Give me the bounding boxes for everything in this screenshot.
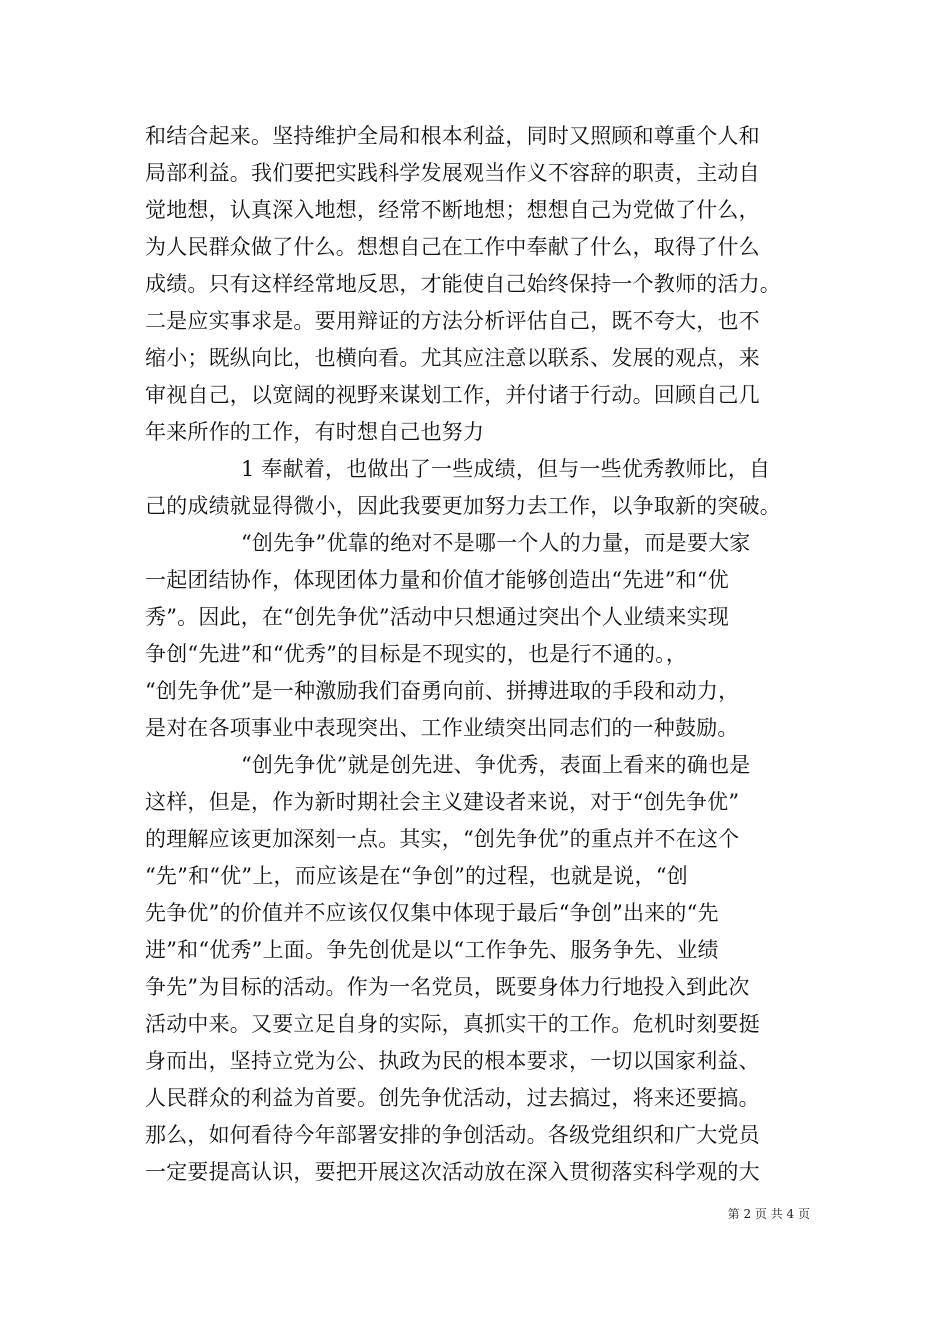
text-line: 为人民群众做了什么。想想自己在工作中奉献了什么，取得了什么 xyxy=(145,235,760,259)
text-line: 年来所作的工作，有时想自己也努力 xyxy=(145,420,485,444)
text-line: “创先争”优靠的绝对不是哪一个人的力量，而是要大家 xyxy=(241,531,751,555)
text-line: 一定要提高认识，要把开展这次活动放在深入贯彻落实科学观的大 xyxy=(145,1160,760,1184)
text-line: 是对在各项事业中表现突出、工作业绩突出同志们的一种鼓励。 xyxy=(145,716,739,740)
text-line: 缩小；既纵向比，也横向看。尤其应注意以联系、发展的观点，来 xyxy=(145,346,760,370)
text-line: 审视自己，以宽阔的视野来谋划工作，并付诸于行动。回顾自己几 xyxy=(145,383,760,407)
text-line: 秀”。因此，在“创先争优”活动中只想通过突出个人业绩来实现 xyxy=(145,605,730,629)
text-line: “创先争优”就是创先进、争优秀，表面上看来的确也是 xyxy=(241,753,751,777)
text-line: 1 奉献着，也做出了一些成绩，但与一些优秀教师比，自 xyxy=(241,457,771,481)
text-line: “创先争优”是一种激励我们奋勇向前、拼搏进取的手段和动力， xyxy=(145,679,740,703)
text-line: “先”和“优”上，而应该是在“争创”的过程，也就是说，“创 xyxy=(145,864,688,888)
text-line: 觉地想，认真深入地想，经常不断地想；想想自己为党做了什么， xyxy=(145,198,760,222)
body-text xyxy=(145,118,815,1191)
text-line: 己的成绩就显得微小，因此我要更加努力去工作，以争取新的突破。 xyxy=(145,494,781,518)
text-line: 先争优”的价值并不应该仅仅集中体现于最后“争创”出来的“先 xyxy=(145,901,719,925)
text-line: 这样，但是，作为新时期社会主义建设者来说，对于“创先争优” xyxy=(145,790,740,814)
page-number: 第 2 页 共 4 页 xyxy=(727,1207,810,1221)
text-line: 成绩。只有这样经常地反思，才能使自己始终保持一个教师的活力。 xyxy=(145,272,781,296)
text-line: 身而出，坚持立党为公、执政为民的根本要求，一切以国家利益、 xyxy=(145,1049,760,1073)
text-line: 进”和“优秀”上面。争先创优是以“工作争先、服务争先、业绩 xyxy=(145,938,719,962)
text-line: 二是应实事求是。要用辩证的方法分析评估自己，既不夸大，也不 xyxy=(145,309,760,333)
text-line: 的理解应该更加深刻一点。其实，“创先争优”的重点并不在这个 xyxy=(145,827,740,851)
text-line: 那么，如何看待今年部署安排的争创活动。各级党组织和广大党员 xyxy=(145,1123,760,1147)
text-line: 一起团结协作，体现团体力量和价值才能够创造出“先进”和“优 xyxy=(145,568,730,592)
text-line: 争创“先进”和“优秀”的目标是不现实的，也是行不通的。， xyxy=(145,642,688,666)
text-line: 和结合起来。坚持维护全局和根本利益，同时又照顾和尊重个人和 xyxy=(145,124,760,148)
text-line: 局部利益。我们要把实践科学发展观当作义不容辞的职责，主动自 xyxy=(145,161,760,185)
text-line: 争先”为目标的活动。作为一名党员，既要身体力行地投入到此次 xyxy=(145,975,750,999)
text-line: 人民群众的利益为首要。创先争优活动，过去搞过，将来还要搞。 xyxy=(145,1086,760,1110)
text-line: 活动中来。又要立足自身的实际，真抓实干的工作。危机时刻要挺 xyxy=(145,1012,760,1036)
